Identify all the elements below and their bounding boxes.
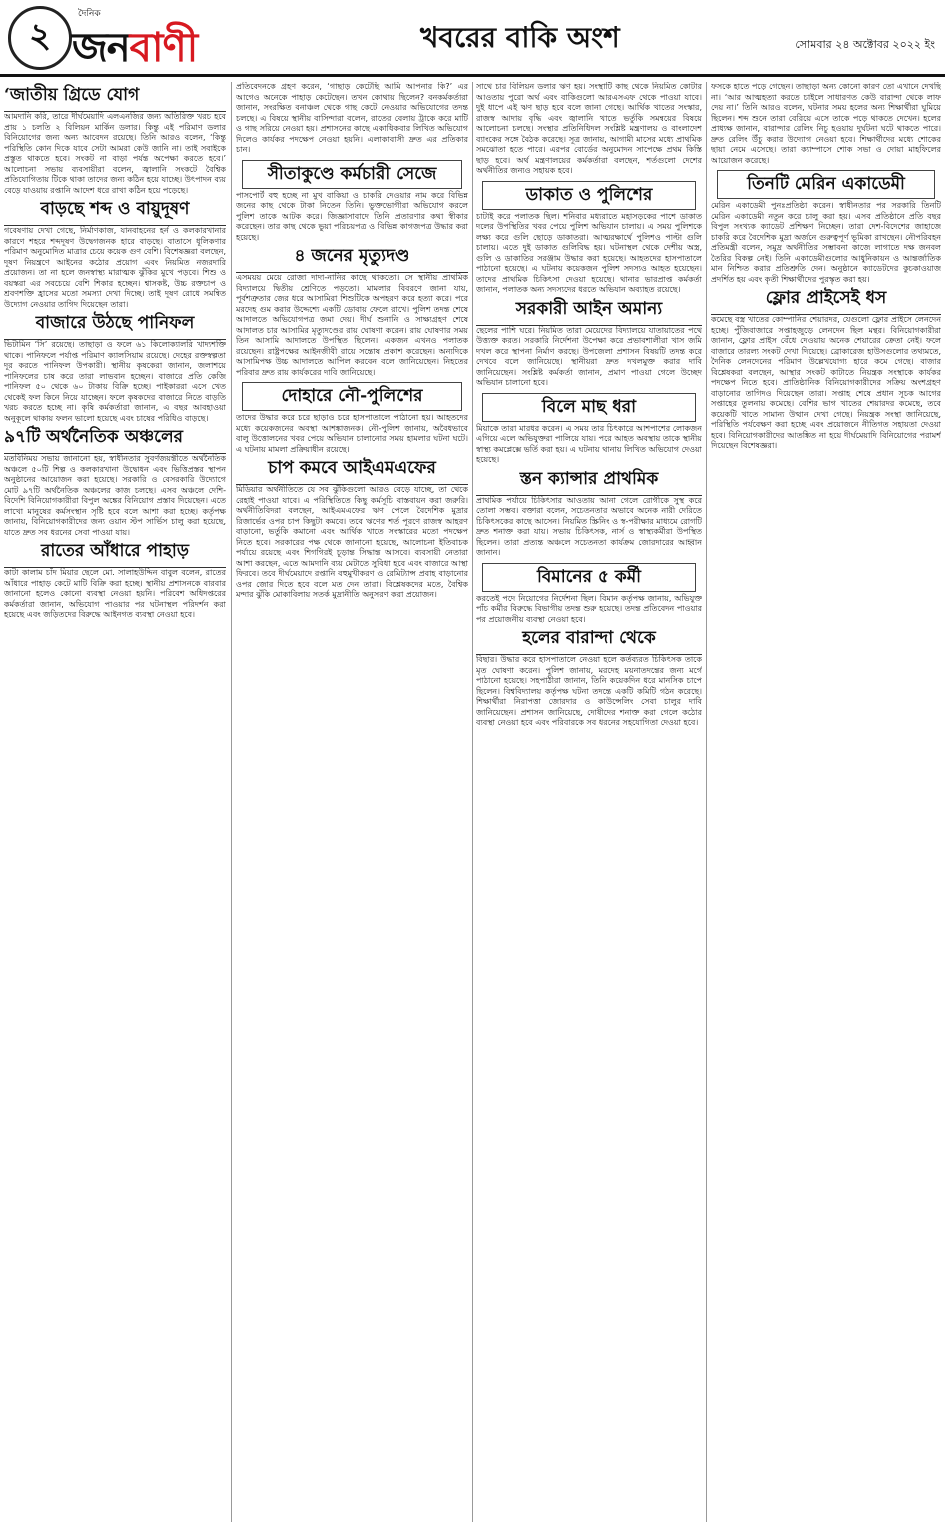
- column-4: [711, 82, 941, 1522]
- article: [236, 243, 468, 378]
- article-body: প্রাথমিক পর্যায়ে চিকিৎসার আওতায় আনা গেলে রোগীকে সুস্থ করে তোলা সম্ভব। বক্তারা বলেন, সচেতনতার অভাবে অনেক নারী দেরিতে চিকিৎসকের কাছে আসেন। নিয়মিত স্ক্রিনিং ও স্ব-পরীক্ষার মাধ্যমে রোগটি দ্রুত শনাক্ত করা যায়। সভায় চিকিৎসক, নার্স ও স্বাস্থ্যকর্মীরা উপস্থিত ছিলেন। তারা প্রত্যন্ত অঞ্চলে সচেতনতা কার্যক্রম জোরদারের আহ্বান জানান।: [476, 495, 702, 557]
- article-headline: বিমানের ৫ কর্মী: [482, 563, 696, 592]
- column-divider: [231, 82, 232, 1522]
- article: [4, 82, 226, 196]
- article-body: তাদের উদ্ধার করে চরে ছাড়াও চরে হাসপাতালে পাঠানো হয়। আহতদের মধ্যে কয়েকজনের অবস্থা আশঙ্কাজনক। নৌ-পুলিশ জানায়, অবৈধভাবে বালু উত্তোলনের খবর পেয়ে অভিযান চালানোর সময় হামলার ঘটনা ঘটে। এ ঘটনায় মামলা প্রক্রিয়াধীন রয়েছে।: [236, 413, 468, 454]
- article: [476, 393, 702, 466]
- article-body: ছেলের পাশি ঘরে। নিয়মিত তারা মেয়েদের বিদ্যালয়ে যাতায়াতের পথে উত্ত্যক্ত করত। সরকারি নির্দেশনা উপেক্ষা করে প্রভাবশালীরা খাস জমি দখল করে স্থাপনা নির্মাণ করছে। উপজেলা প্রশাসন বিষয়টি তদন্ত করে দেখবে বলে জানিয়েছে। স্থানীয়রা দ্রুত দখলমুক্ত করার দাবি জানিয়েছেন। সংশ্লিষ্ট কর্মকর্তা জানান, প্রমাণ পাওয়া গেলে উচ্ছেদ অভিযান চালানো হবে।: [476, 325, 702, 387]
- article: [476, 181, 702, 296]
- article-headline: বাড়ছে শব্দ ও বায়ুদূষণ: [40, 199, 190, 219]
- article: [476, 296, 702, 389]
- column-divider: [706, 82, 707, 1522]
- article-body: চাটাই করে পলাতক ছিল। শনিবার মধ্যরাতে মহাসড়কের পাশে ডাকাত দলের উপস্থিতির খবর পেয়ে পুলিশ অভিযান চালায়। এ সময় পুলিশকে লক্ষ্য করে গুলি ছোড়ে ডাকাতরা। আত্মরক্ষার্থে পুলিশও পাল্টা গুলি চালায়। এতে দুই ডাকাত গুলিবিদ্ধ হয়। ঘটনাস্থল থেকে দেশীয় অস্ত্র, গুলি ও ডাকাতির সরঞ্জাম উদ্ধার করা হয়েছে। আহতদের হাসপাতালে পাঠানো হয়েছে। এ ঘটনায় কয়েকজন পুলিশ সদস্যও আহত হয়েছেন। তাদের প্রাথমিক চিকিৎসা দেওয়া হয়েছে। থানার ভারপ্রাপ্ত কর্মকর্তা জানান, পলাতক অন্য সদস্যদের ধরতে অভিযান অব্যাহত রয়েছে।: [476, 211, 702, 294]
- article-body: করতেই পদে নিয়োগের নির্দেশনা ছিল। বিমান কর্তৃপক্ষ জানায়, অভিযুক্ত পাঁচ কর্মীর বিরুদ্ধে বিভাগীয় তদন্ত শুরু হয়েছে। তদন্ত প্রতিবেদন পাওয়ার পর প্রয়োজনীয় ব্যবস্থা নেওয়া হবে।: [476, 593, 702, 624]
- article-body: কমেছে বস্ত্র খাতের কোম্পানির শেয়ারদর, যেগুলো ফ্লোর প্রাইসে লেনদেন হচ্ছে। পুঁজিবাজারে সপ্তাহজুড়ে লেনদেন ছিল মন্থর। বিনিয়োগকারীরা জানান, ফ্লোর প্রাইস বেঁধে দেওয়ায় অনেক শেয়ারের ক্রেতা নেই। ফলে বাজারে তারল্য সংকট দেখা দিয়েছে। ব্রোকারেজ হাউসগুলোর তথ্যমতে, দৈনিক লেনদেনের পরিমাণ উল্লেখযোগ্য হারে কমে গেছে। বাজার বিশ্লেষকরা বলছেন, আস্থার সংকট কাটাতে নিয়ন্ত্রক সংস্থাকে কার্যকর পদক্ষেপ নিতে হবে। প্রাতিষ্ঠানিক বিনিয়োগকারীদের সক্রিয় অংশগ্রহণ বাড়ানোর তাগিদও দিয়েছেন তারা। সপ্তাহ শেষে প্রধান সূচক আগের সপ্তাহের তুলনায় কমেছে। বেশির ভাগ খাতের শেয়ারদর কমেছে, তবে কয়েকটি খাতে সামান্য উত্থান দেখা গেছে। নিয়ন্ত্রক সংস্থা জানিয়েছে, পরিস্থিতি পর্যবেক্ষণ করা হচ্ছে এবং প্রয়োজনে নীতিগত সহায়তা দেওয়া হবে। বিনিয়োগকারীদের আতঙ্কিত না হয়ে দীর্ঘমেয়াদি বিনিয়োগের পরামর্শ দিয়েছেন বিশেষজ্ঞরা।: [711, 315, 941, 450]
- article: [4, 196, 226, 310]
- article: [476, 466, 702, 559]
- article-headline: ৪ জনের মৃত্যুদণ্ড: [294, 246, 410, 266]
- article: [236, 82, 468, 156]
- article-headline: স্তন ক্যান্সার প্রাথমিক: [519, 468, 659, 489]
- article-headline: হলের বারান্দা থেকে: [522, 628, 656, 648]
- article-body: পাসপোর্ট বহু হচ্ছে না মুখ বাকিয়া ও চাকরি দেওয়ার নাম করে বিভিন্ন জনের কাছ থেকে টাকা নিতেন তিনি। ভুক্তভোগীরা অভিযোগ করলে পুলিশ তাকে আটক করে। জিজ্ঞাসাবাদে তিনি প্রতারণার কথা স্বীকার করেছেন। তার কাছ থেকে ভুয়া পরিচয়পত্র ও বিভিন্ন কাগজপত্র উদ্ধার করা হয়েছে।: [236, 190, 468, 242]
- article: [476, 82, 702, 177]
- article-headline: তিনটি মেরিন একাডেমী: [717, 170, 935, 199]
- article: [711, 82, 941, 166]
- article-headline: ডাকাত ও পুলিশের: [482, 181, 696, 210]
- article-headline: সরকারী আইন অমান্য: [515, 298, 663, 319]
- logo-wordmark: [72, 16, 197, 83]
- dateline: সোমবার ২৪ অক্টোবর ২০২২ ইং: [795, 38, 935, 51]
- article-body: এসময়য় মেয়ে রোজা দাদা-নানির কাছে থাকতো। সে স্থানীয় প্রাথমিক বিদ্যালয়ে দ্বিতীয় শ্রেণিতে পড়তো। মামলার বিবরণে জানা যায়, পূর্বশত্রুতার জের ধরে আসামিরা শিশুটিকে অপহরণ করে হত্যা করে। পরে মরদেহ গুম করার উদ্দেশ্যে একটি ডোবায় ফেলে রাখে। পুলিশ তদন্ত শেষে আদালতে অভিযোগপত্র জমা দেয়। দীর্ঘ শুনানি ও সাক্ষ্যগ্রহণ শেষে আদালত চার আসামির মৃত্যুদণ্ডের রায় ঘোষণা করেন। রায় ঘোষণার সময় তিন আসামি আদালতে উপস্থিত ছিলেন। একজন এখনও পলাতক রয়েছেন। রাষ্ট্রপক্ষের আইনজীবী রায়ে সন্তোষ প্রকাশ করেছেন। অন্যদিকে আসামিপক্ষ উচ্চ আদালতে আপিল করবেন বলে জানিয়েছেন। নিহতের পরিবার দ্রুত রায় কার্যকরের দাবি জানিয়েছে।: [236, 273, 468, 377]
- masthead-rule: [0, 74, 945, 77]
- article: [4, 538, 226, 621]
- article-body: গবেষণায় দেখা গেছে, নির্মাণকাজ, যানবাহনের হর্ন ও কলকারখানার কারণে শহরে শব্দদূষণ উদ্বেগজনক হারে বাড়ছে। বাতাসে ধূলিকণার পরিমাণ অনুমোদিত মাত্রার চেয়ে কয়েক গুণ বেশি। বিশেষজ্ঞরা বলছেন, দূষণ নিয়ন্ত্রণে আইনের কঠোর প্রয়োগ এবং নিয়মিত নজরদারি প্রয়োজন। তা না হলে জনস্বাস্থ্য মারাত্মক ঝুঁকির মুখে পড়বে। শিশু ও বয়স্করা এর সবচেয়ে বেশি শিকার হচ্ছেন। শ্বাসকষ্ট, উচ্চ রক্তচাপ ও শ্রবণশক্তি হ্রাসের মতো সমস্যা দেখা দিচ্ছে। তাই দূষণ রোধে সমন্বিত উদ্যোগ নেওয়ার তাগিদ দিয়েছেন তারা।: [4, 226, 226, 309]
- article: [711, 285, 941, 452]
- article-body: ভিটামিন ‘সি’ রয়েছে। তাছাড়া ও ফলে ৬১ কিলোক্যালরি খাদ্যশক্তি থাকে। পানিফলে পর্যাপ্ত পরিমাণ ক্যালসিয়াম রয়েছে। দেহের রক্তস্বল্পতা দূর করতে পানিফল উপকারী। স্থানীয় কৃষকেরা জানান, জলাশয়ে পানিফলের চাষ করে তারা লাভবান হচ্ছেন। বাজারে প্রতি কেজি পানিফল ৫০ থেকে ৬০ টাকায় বিক্রি হচ্ছে। পাইকাররা এসে খেত থেকেই ফল কিনে নিয়ে যাচ্ছেন। ফলে কৃষকদের বাজারে নিতে বাড়তি খরচ করতে হচ্ছে না। কৃষি কর্মকর্তারা জানান, এ বছর আবহাওয়া অনুকূলে থাকায় ফলন ভালো হয়েছে এবং চাষের পরিধিও বাড়ছে।: [4, 340, 226, 423]
- article-headline: বিলে মাছ ধরা: [482, 393, 696, 422]
- article-body: প্রতিবেদনকে গ্রহণ করেন, ‘গাছাড় কেটেছি আমি আপনার কি?’ এর আগেও অনেকে পাহাড় কেটেছেন। তখন কোথায় ছিলেন? বনকর্মকর্তারা জানান, সংরক্ষিত বনাঞ্চল থেকে গাছ কেটে নেওয়ার অভিযোগের তদন্ত চলছে। এ বিষয়ে স্থানীয় বাসিন্দারা বলেন, রাতের বেলায় ট্রাকে করে মাটি ও গাছ সরিয়ে নেওয়া হয়। প্রশাসনের কাছে একাধিকবার লিখিত অভিযোগ দিলেও কার্যকর পদক্ষেপ নেওয়া হয়নি। এলাকাবাসী দ্রুত এর প্রতিকার চান।: [236, 82, 468, 154]
- article-headline: ‘জাতীয় গ্রিডে যোগ: [4, 85, 140, 105]
- article-body: আমদানি করি, তারে দীর্ঘমেয়াদি এলএনজির জন্য অতিরিক্ত খরচ হবে প্রায় ১ চলতি ২ বিলিয়ন মার্কিন ডলার। কিন্তু এই পরিমাণ ডলার বিনিয়োগের জন্য অন্য আবেদন রয়েছে। তিনি আরও বলেন, ‘কিন্তু পরিস্থিতি কোন দিকে যাবে সেটা আমরা কেউ জানি না। তাই সবাইকে প্রস্তুত থাকতে হবে। সংকট না বাড়া পর্যন্ত অপেক্ষা করতে হবে।’ আলোচনা সভায় ব্যবসায়ীরা বলেন, জ্বালানি সংকটে বৈশ্বিক প্রতিযোগিতায় টিকে থাকা তাদের জন্য কঠিন হয়ে যাচ্ছে। উৎপাদন ব্যয় বেড়ে যাওয়ায় রপ্তানি আদেশ ধরে রাখা কঠিন হয়ে পড়েছে।: [4, 112, 226, 195]
- column-divider: [472, 82, 473, 1522]
- column-1: [4, 82, 226, 1522]
- article-body: মেরিন একাডেমী পুনঃপ্রতিষ্ঠা করেন। স্বাধীনতার পর সরকারি তিনটি মেরিন একাডেমী নতুন করে চালু করা হয়। এসব প্রতিষ্ঠানে প্রতি বছর বিপুল সংখ্যক ক্যাডেট প্রশিক্ষণ নিচ্ছেন। তারা দেশ-বিদেশের জাহাজে চাকরি করে বৈদেশিক মুদ্রা অর্জনে গুরুত্বপূর্ণ ভূমিকা রাখছেন। নৌপরিবহন প্রতিমন্ত্রী বলেন, সমুদ্র অর্থনীতির সম্ভাবনা কাজে লাগাতে দক্ষ জনবল তৈরির বিকল্প নেই। তিনি একাডেমীগুলোর আধুনিকায়ন ও আন্তর্জাতিক মান নিশ্চিত করার প্রতিশ্রুতি দেন। অনুষ্ঠানে ক্যাডেটদের কুচকাওয়াজ প্রদর্শিত হয় এবং কৃতী শিক্ষার্থীদের পুরস্কৃত করা হয়।: [711, 201, 941, 284]
- article-body: মিডিয়ার অর্থনীতিতে যে সব ঝুঁকিগুলো আরও বেড়ে যাচ্ছে, তা থেকে রেহাই পাওয়া যাবে। এ পরিস্থিতিতে কিছু কর্মসূচি বাস্তবায়ন করা জরুরি। অর্থনীতিবিদরা বলছেন, আইএমএফের ঋণ পেলে বৈদেশিক মুদ্রার রিজার্ভের ওপর চাপ কিছুটা কমবে। তবে ঋণের শর্ত পূরণে রাজস্ব আহরণ বাড়ানো, ভর্তুকি কমানো এবং আর্থিক খাতে সংস্কারের মতো পদক্ষেপ নিতে হবে। সরকারের পক্ষ থেকে জানানো হয়েছে, আলোচনা ইতিবাচক পর্যায়ে রয়েছে এবং শিগগিরই চূড়ান্ত সিদ্ধান্ত আসবে। ব্যবসায়ী নেতারা আশা করছেন, এতে আমদানি ব্যয় মেটাতে সুবিধা হবে এবং বাজারে আস্থা ফিরবে। তবে দীর্ঘমেয়াদে রপ্তানি বহুমুখীকরণ ও রেমিট্যান্স প্রবাহ বাড়ানোর ওপর জোর দিতে হবে বলে মত দেন তারা। বিশ্লেষকদের মতে, বৈশ্বিক মন্দার ঝুঁকি মোকাবিলায় সতর্ক মুদ্রানীতি অনুসরণ করা প্রয়োজন।: [236, 485, 468, 599]
- article-headline: রাতের আঁধারে পাহাড়: [41, 541, 189, 561]
- article: [476, 563, 702, 626]
- article-body: সাথে চার বিলিয়ন ডলার ঋণ হয়। সংস্থাটি কাছ থেকে নিয়মিত কোটার আওতায় পুরো অর্থ এবং বাকিগুলো আরএসএফ থেকে পাওয়া যাবে। দুই ধাপে এই ঋণ ছাড় হবে বলে জানা গেছে। আর্থিক খাতের সংস্কার, রাজস্ব আদায় বৃদ্ধি এবং জ্বালানি খাতে ভর্তুকি সমন্বয়ের বিষয়ে আলোচনা চলছে। সংস্থার প্রতিনিধিদল সংশ্লিষ্ট মন্ত্রণালয় ও বাংলাদেশ ব্যাংকের সঙ্গে বৈঠক করেছে। সূত্র জানায়, আগামী মাসের মধ্যে প্রাথমিক সমঝোতা হতে পারে। এরপর বোর্ডের অনুমোদন সাপেক্ষে প্রথম কিস্তি ছাড় হবে। অর্থ মন্ত্রণালয়ের কর্মকর্তারা বলছেন, শর্তগুলো দেশের অর্থনীতির জন্যও সহায়ক হবে।: [476, 82, 702, 175]
- page-number-badge: ২: [8, 6, 72, 70]
- logo-small-text: দৈনিক: [78, 9, 101, 19]
- article: [236, 382, 468, 455]
- column-3: [476, 82, 702, 1522]
- article-headline: চাপ কমবে আইএমএফের: [268, 458, 436, 478]
- article-headline: ৯৭টি অর্থনৈতিক অঞ্চলের: [4, 427, 184, 447]
- article: [4, 424, 226, 538]
- article: [236, 160, 468, 244]
- masthead: [0, 0, 945, 78]
- logo-part-1: জন: [72, 24, 130, 71]
- article: [711, 170, 941, 285]
- article-headline: বাজারে উঠছে পানিফল: [35, 313, 195, 333]
- article-body: বিছার। উদ্ধার করে হাসপাতালে নেওয়া হলে কর্তব্যরত চিকিৎসক তাকে মৃত ঘোষণা করেন। পুলিশ জানায়, মরদেহ ময়নাতদন্তের জন্য মর্গে পাঠানো হয়েছে। সহপাঠীরা জানান, তিনি কয়েকদিন ধরে মানসিক চাপে ছিলেন। বিশ্ববিদ্যালয় কর্তৃপক্ষ ঘটনা তদন্তে একটি কমিটি গঠন করেছে। শিক্ষার্থীরা নিরাপত্তা জোরদার ও কাউন্সেলিং সেবা চালুর দাবি জানিয়েছেন। প্রশাসন জানিয়েছে, দোষীদের শনাক্ত করা গেলে কঠোর ব্যবস্থা নেওয়া হবে এবং পরিবারকে সব ধরনের সহযোগিতা দেওয়া হবে।: [476, 655, 702, 727]
- column-2: [236, 82, 468, 1522]
- section-title: খবরের বাকি অংশ: [420, 21, 620, 54]
- article: [4, 310, 226, 424]
- logo-part-2: বাণী: [129, 24, 198, 71]
- newspaper-logo: [72, 4, 198, 71]
- article-headline: সীতাকুণ্ডে কর্মচারী সেজে: [242, 160, 462, 189]
- article-body: মতবিনিময় সভায় জানানো হয়, স্বাধীনতার সুবর্ণজয়ন্তীতে অর্থনৈতিক অঞ্চলে ৫০টি শিল্প ও কলকারখানা উদ্বোধন এবং ভিত্তিপ্রস্তর স্থাপন অনুষ্ঠানের আয়োজন করা হয়েছে। সরকারি ও বেসরকারি উদ্যোগে মোট ৯৭টি অর্থনৈতিক অঞ্চলের কাজ চলছে। এসব অঞ্চলে দেশি-বিদেশি বিনিয়োগকারীরা বিপুল অঙ্কের বিনিয়োগ প্রস্তাব দিয়েছেন। এতে লাখো মানুষের কর্মসংস্থান সৃষ্টি হবে বলে আশা করা হচ্ছে। কর্তৃপক্ষ জানায়, বিনিয়োগকারীদের জন্য ওয়ান স্টপ সার্ভিস চালু করা হয়েছে, যাতে দ্রুত সব ধরনের সেবা পাওয়া যায়।: [4, 454, 226, 537]
- article-headline: ফ্লোর প্রাইসেই ধস: [765, 288, 887, 308]
- article-headline: দোহারে নৌ-পুলিশের: [242, 382, 462, 411]
- article: [236, 455, 468, 601]
- article-body: কাটা কালাম চাঁদ মিয়ার ছেলে মো. সালাহউদ্দিন বাবুল বলেন, রাতের আঁধারে পাহাড় কেটে মাটি বিক্রি করা হচ্ছে। স্থানীয় প্রশাসনকে বারবার জানানো হলেও কোনো ব্যবস্থা নেওয়া হয়নি। পরিবেশ অধিদপ্তরের কর্মকর্তারা জানান, অভিযোগ পাওয়ার পর ঘটনাস্থল পরিদর্শন করা হয়েছে এবং জড়িতদের বিরুদ্ধে আইনগত ব্যবস্থা নেওয়া হবে।: [4, 568, 226, 619]
- article-body: ফসকে হাতে পড়ে গেছেন। তাছাড়া অন্য কোনো কারণ তো এখানে দেখছি না। ‘আর আত্মহত্যা করতে চাইলে সাধারণত কেউ বারান্দা থেকে লাফ দেয় না।’ তিনি আরও বলেন, ঘটনার সময় হলের অন্য শিক্ষার্থীরা ঘুমিয়ে ছিলেন। শব্দ শুনে তারা বেরিয়ে এসে তাকে পড়ে থাকতে দেখেন। হলের প্রাধ্যক্ষ জানান, বারান্দার রেলিং নিচু হওয়ায় দুর্ঘটনা ঘটে থাকতে পারে। দ্রুত রেলিং উঁচু করার উদ্যোগ নেওয়া হবে। শিক্ষার্থীদের মধ্যে শোকের ছায়া নেমে এসেছে। তারা ক্যাম্পাসে শোক সভা ও দোয়া মাহফিলের আয়োজন করেছে।: [711, 82, 941, 165]
- article-body: মিয়াকে তারা মারধর করেন। এ সময় তার চিৎকারে আশপাশের লোকজন এগিয়ে এলে অভিযুক্তরা পালিয়ে যায়। পরে আহত অবস্থায় তাকে স্থানীয় স্বাস্থ্য কমপ্লেক্সে ভর্তি করা হয়। এ ঘটনায় থানায় লিখিত অভিযোগ দেওয়া হয়েছে।: [476, 423, 702, 464]
- article: [476, 625, 702, 729]
